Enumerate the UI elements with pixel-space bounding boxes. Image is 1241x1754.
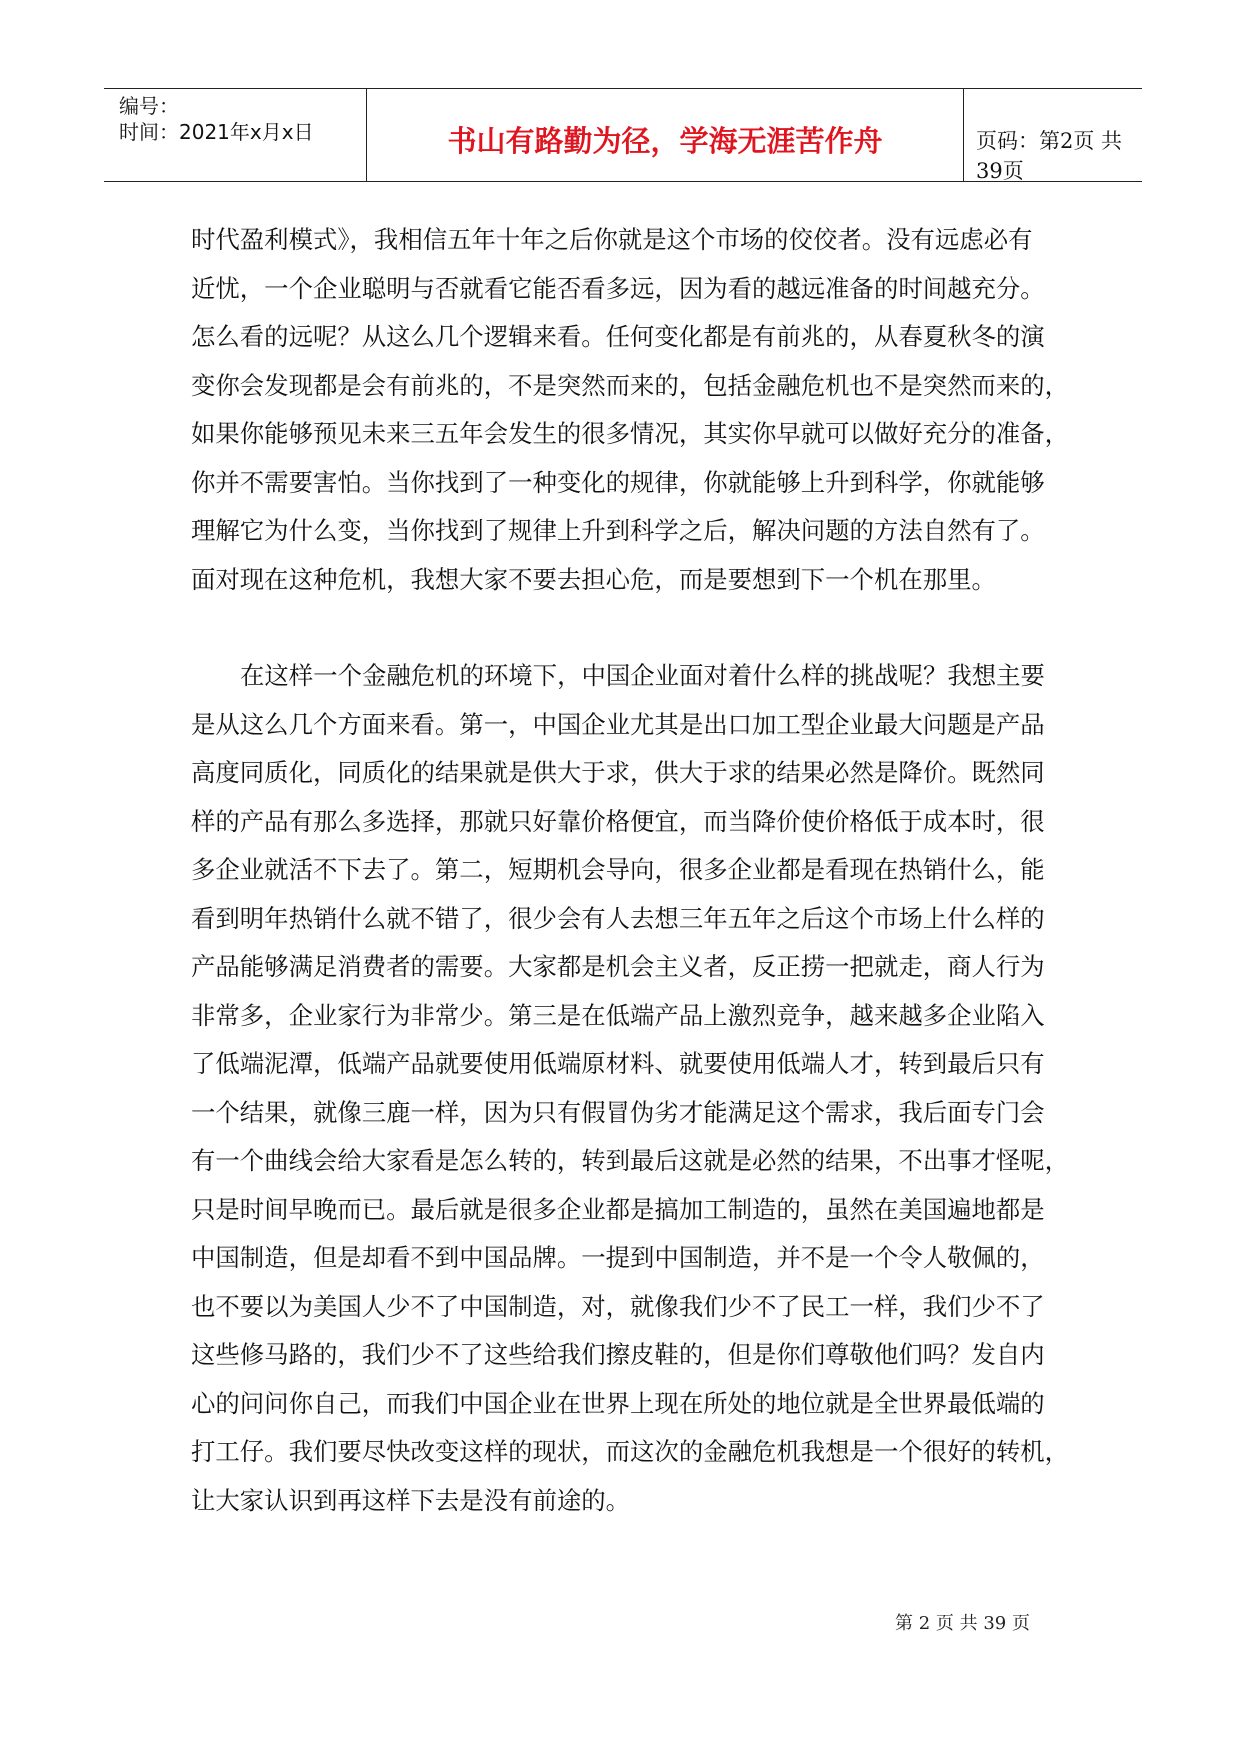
document-number-label: 编号： [119,94,179,118]
document-time-label: 时间：2021年x月x日 [119,120,314,144]
header-motto: 书山有路勤为径，学海无涯苦作舟 [447,124,883,158]
page-footer-number: 第 2 页 共 39 页 [895,1613,1030,1634]
page-header [104,88,1142,182]
header-page-cell [964,89,1142,181]
document-body [191,216,1071,1525]
body-paragraph-1: 时代盈利模式》，我相信五年十年之后你就是这个市场的佼佼者。没有远虑必有 近忧，一个企业聪明与否就看它能否看多远，因为看的越远准备的时间越充分。 怎么看的远呢？从这么几个逻辑来看。任何变化都是有前兆的，从春夏秋冬的演 变你会发现都是会有前兆的，不是突然而来的，包括金融危机也不是突然而来的， 如果你能够预见未来三五年会发生的很多情况，其实你早就可以做好充分的准备， 你并不需要害怕。当你找到了一种变化的规律，你就能够上升到科学，你就能够 理解它为什么变，当你找到了规律上升到科学之后，解决问题的方法自然有了。 面对现在这种危机，我想大家不要去担心危，而是要想到下一个机在那里。 [191,225,1070,594]
header-motto-cell [367,89,964,181]
body-paragraph-2: 在这样一个金融危机的环境下，中国企业面对着什么样的挑战呢？我想主要 是从这么几个方面来看。第一，中国企业尤其是出口加工型企业最大问题是产品 高度同质化，同质化的结果就是供大于求，供大于求的结果必然是降价。既然同 样的产品有那么多选择，那就只好靠价格便宜，而当降价使价格低于成本时，很 多企业就活不下去了。第二，短期机会导向，很多企业都是看现在热销什么，能 看到明年热销什么就不错了，很少会有人去想三年五年之后这个市场上什么样的 产品能够满足消费者的需要。大家都是机会主义者，反正捞一把就走，商人行为 非常多，企业家行为非常少。第三是在低端产品上激烈竞争，越来越多企业陷入 了低端泥潭，低端产品就要使用低端原材料、就要使用低端人才，转到最后只有 一个结果，就像三鹿一样，因为只有假冒伪劣才能满足这个需求，我后面专门会 有一个曲线会给大家看是怎么转的，转到最后这就是必然的结果，不出事才怪呢， 只是时间早晚而已。最后就是很多企业都是搞加工制造的，虽然在美国遍地都是 中国制造，但是却看不到中国品牌。一提到中国制造，并不是一个令人敬佩的， 也不要以为美国人少不了中国制造，对，就像我们少不了民工一样，我们少不了 这些修马路的，我们少不了这些给我们擦皮鞋的，但是你们尊敬他们吗？发自内 心的问问你自己，而我们中国企业在世界上现在所处的地位就是全世界最低端的 打工仔。我们要尽快改变这样的现状，而这次的金融危机我想是一个很好的转机， 让大家认识到再这样下去是没有前途的。 [191,661,1070,1515]
header-meta-cell [104,89,367,181]
header-page-label: 页码：第2页 共39页 [976,129,1123,183]
